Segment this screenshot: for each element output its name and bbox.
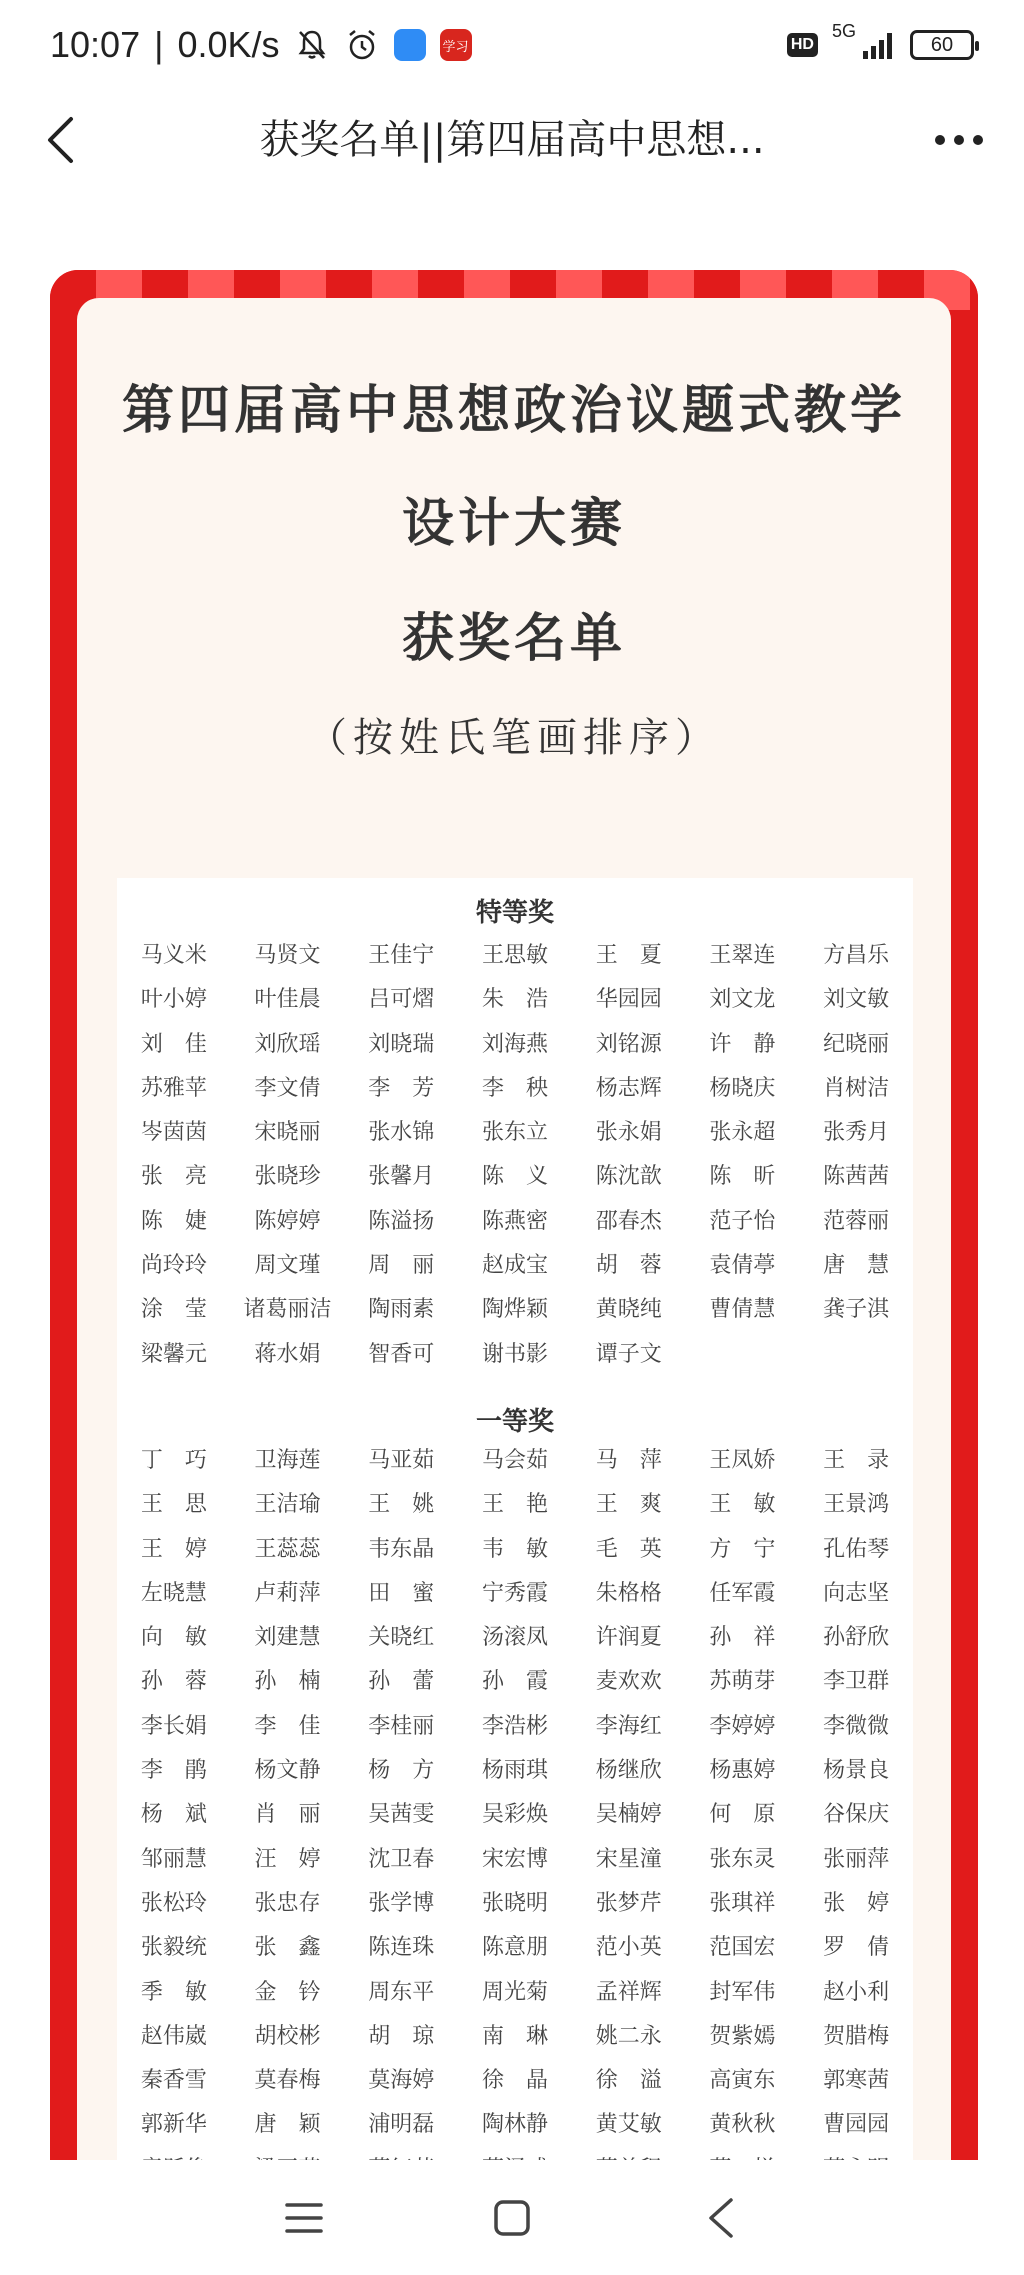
winner-name: 向 敏 — [140, 1625, 207, 1651]
alarm-clock-icon — [344, 27, 380, 63]
winner-name: 封军伟 — [709, 1979, 776, 2005]
winner-name: 吕可熠 — [368, 987, 435, 1013]
winner-name: 曹园园 — [823, 2112, 890, 2138]
winner-name: 孙 祥 — [709, 1625, 776, 1651]
winner-name: 田 蜜 — [368, 1580, 435, 1606]
winner-name: 李 秧 — [481, 1075, 548, 1101]
poster-title-line2: 设计大赛 — [401, 494, 626, 554]
winner-name: 孙 霞 — [481, 1669, 548, 1695]
winner-name: 马亚茹 — [368, 1448, 435, 1473]
first-award-names — [117, 1439, 913, 2170]
winner-name: 赵小利 — [823, 1979, 890, 2005]
winner-name: 周文瑾 — [254, 1253, 321, 1279]
winner-name: 张丽萍 — [823, 1846, 890, 1872]
first-award-heading: 一等奖 — [475, 1407, 554, 1437]
winner-name: 张永娟 — [595, 1120, 662, 1146]
winner-name: 陶雨素 — [368, 1297, 435, 1323]
winner-name: 汤滚凤 — [481, 1625, 548, 1651]
winner-name: 叶小婷 — [140, 987, 207, 1013]
winner-name: 张水锦 — [368, 1120, 435, 1146]
winner-name: 宁秀霞 — [481, 1580, 548, 1606]
network-type: 5G — [831, 21, 856, 41]
mute-bell-icon — [294, 27, 330, 63]
winner-name: 范小英 — [595, 1935, 662, 1961]
winner-name: 莫春梅 — [254, 2068, 321, 2094]
winner-name: 张永超 — [709, 1120, 776, 1146]
winner-name: 宋星潼 — [595, 1846, 662, 1872]
winner-name: 何 原 — [709, 1802, 776, 1828]
winner-name: 张秀月 — [823, 1120, 890, 1146]
winner-name: 关晓红 — [368, 1625, 435, 1651]
winner-name: 浦明磊 — [368, 2112, 435, 2138]
winner-name: 张琪祥 — [709, 1890, 776, 1916]
winner-name: 陶烨颖 — [481, 1297, 548, 1323]
winner-name: 秦香雪 — [140, 2068, 207, 2094]
winner-name: 孟祥辉 — [595, 1979, 662, 2005]
winner-name: 王蕊蕊 — [254, 1536, 321, 1562]
winner-name: 卫海莲 — [254, 1448, 321, 1473]
winner-name: 诸葛丽洁 — [243, 1297, 332, 1323]
winner-name: 孙舒欣 — [823, 1625, 890, 1651]
winner-name: 龚子淇 — [823, 1297, 890, 1323]
poster-inner — [77, 298, 951, 2170]
back-button[interactable] — [30, 110, 90, 170]
winner-name: 吴楠婷 — [595, 1802, 662, 1828]
winner-name: 张馨月 — [368, 1164, 435, 1190]
winner-name: 罗 倩 — [823, 1935, 890, 1961]
winner-name: 黄秋秋 — [709, 2112, 776, 2138]
winner-name: 陈连珠 — [368, 1935, 435, 1961]
winner-name: 金 钤 — [254, 1979, 321, 2005]
winner-name: 李桂丽 — [368, 1713, 435, 1739]
winner-name: 杨志辉 — [595, 1075, 662, 1101]
winner-name: 汪 婷 — [254, 1846, 321, 1872]
winner-name: 刘文敏 — [823, 987, 890, 1013]
winner-name: 王 敏 — [709, 1492, 776, 1518]
winner-name: 李卫群 — [823, 1669, 890, 1695]
winner-name: 马会茹 — [481, 1448, 548, 1473]
winner-name: 丁 巧 — [140, 1448, 207, 1473]
winner-name: 唐 慧 — [823, 1253, 890, 1279]
winner-name: 肖树洁 — [823, 1075, 890, 1101]
winner-name: 范蓉丽 — [823, 1208, 890, 1234]
winner-name: 宋晓丽 — [254, 1120, 321, 1146]
winner-name: 涂 莹 — [140, 1297, 207, 1323]
winner-name: 李文倩 — [254, 1075, 321, 1101]
winner-name: 高寅东 — [709, 2068, 776, 2094]
more-dots-icon — [934, 134, 984, 146]
winner-name: 刘晓瑞 — [368, 1031, 435, 1057]
winner-name: 周 丽 — [368, 1253, 435, 1279]
winner-name: 毛 英 — [595, 1536, 662, 1562]
winner-name: 杨文静 — [254, 1758, 321, 1784]
winner-name: 季 敏 — [140, 1979, 207, 2005]
winner-name: 黄艾敏 — [595, 2112, 662, 2138]
winner-name: 肖 丽 — [254, 1802, 321, 1828]
battery-icon: 60 — [910, 30, 974, 60]
winner-name: 许润夏 — [595, 1625, 662, 1651]
status-bar — [0, 0, 1024, 90]
winner-name: 朱 浩 — [481, 987, 548, 1013]
award-poster — [50, 270, 978, 2170]
winner-name: 杨景良 — [823, 1758, 890, 1784]
winner-name: 孙 蕾 — [368, 1669, 435, 1695]
winner-name: 马贤文 — [254, 943, 321, 968]
winner-name: 郭新华 — [140, 2112, 207, 2138]
winner-name: 智香可 — [368, 1341, 435, 1367]
page-title: 获奖名单||第四届高中思想... — [259, 117, 765, 163]
winner-name: 任军霞 — [709, 1580, 776, 1606]
winner-name: 谷保庆 — [823, 1802, 890, 1828]
winner-name: 谢书影 — [481, 1341, 548, 1367]
winner-name: 陈 义 — [481, 1164, 548, 1190]
winner-name: 胡 琼 — [368, 2023, 435, 2049]
winner-name: 南 琳 — [481, 2023, 548, 2049]
menu-lines-icon — [284, 2201, 324, 2235]
winner-name: 许 静 — [709, 1031, 776, 1057]
winner-name: 张学博 — [368, 1890, 435, 1916]
winner-name: 陈茜茜 — [823, 1164, 890, 1190]
winner-name: 李微微 — [823, 1713, 890, 1739]
home-button[interactable] — [472, 2178, 552, 2258]
winner-name: 韦 敏 — [481, 1536, 548, 1562]
back-triangle-icon — [705, 2197, 735, 2239]
winner-name: 张 鑫 — [254, 1935, 321, 1961]
winner-name: 周东平 — [368, 1979, 435, 2005]
menu-button[interactable] — [264, 2178, 344, 2258]
winner-name: 张东灵 — [709, 1846, 776, 1872]
winner-name: 杨继欣 — [595, 1758, 662, 1784]
winner-name: 李 芳 — [368, 1075, 435, 1101]
poster-title-line3: 获奖名单 — [401, 609, 626, 669]
winner-name: 王 艳 — [481, 1492, 548, 1518]
system-back-button[interactable] — [680, 2178, 760, 2258]
winner-name: 王洁瑜 — [254, 1492, 321, 1518]
winner-name: 黄晓纯 — [595, 1297, 662, 1323]
winner-name: 莫海婷 — [368, 2068, 435, 2094]
chevron-left-icon — [45, 116, 75, 164]
winner-name: 杨 方 — [368, 1758, 435, 1784]
winner-name: 张晓珍 — [254, 1164, 321, 1190]
winner-name: 张 亮 — [140, 1164, 207, 1190]
winner-name: 刘 佳 — [140, 1031, 207, 1057]
winner-name: 刘文龙 — [709, 987, 776, 1013]
winner-name: 曹倩慧 — [709, 1297, 776, 1323]
winner-name: 王 婷 — [140, 1536, 207, 1562]
winner-name: 贺紫嫣 — [709, 2023, 776, 2049]
hd-badge: HD — [787, 33, 818, 57]
home-square-icon — [493, 2199, 531, 2237]
status-left — [50, 24, 472, 66]
winner-name: 杨 斌 — [140, 1802, 207, 1828]
winner-name: 韦东晶 — [368, 1536, 435, 1562]
winner-name: 陈燕密 — [481, 1208, 548, 1234]
winner-name: 苏萌芽 — [709, 1669, 776, 1695]
winner-name: 马 萍 — [595, 1448, 662, 1473]
winner-name: 华园园 — [595, 987, 662, 1013]
winner-name: 王 夏 — [595, 943, 662, 968]
winner-name: 李长娟 — [140, 1713, 207, 1739]
winner-name: 陈溢扬 — [368, 1208, 435, 1234]
winner-name: 赵伟崴 — [140, 2023, 207, 2049]
winner-name: 王景鸿 — [823, 1492, 890, 1518]
winner-name: 姚二永 — [595, 2023, 662, 2049]
winner-name: 吴茜雯 — [368, 1802, 435, 1828]
winner-name: 李 鹃 — [140, 1758, 207, 1784]
winner-name: 胡 蓉 — [595, 1253, 662, 1279]
winner-name: 陈 婕 — [140, 1208, 207, 1234]
messaging-app-icon — [394, 29, 426, 61]
winner-name: 周光菊 — [481, 1979, 548, 2005]
winner-name: 杨雨琪 — [481, 1758, 548, 1784]
winner-name: 左晓慧 — [140, 1580, 207, 1606]
winner-name: 陈意朋 — [481, 1935, 548, 1961]
winner-name: 杨惠婷 — [709, 1758, 776, 1784]
winner-name: 陈沈歆 — [595, 1164, 662, 1190]
winner-name: 卢莉萍 — [254, 1580, 321, 1606]
winner-name: 陶林静 — [481, 2112, 548, 2138]
winner-name: 张毅统 — [140, 1935, 207, 1961]
winner-name: 王 思 — [140, 1492, 207, 1518]
winner-name: 马义米 — [140, 943, 207, 968]
winner-name: 叶佳晨 — [254, 987, 321, 1013]
winner-name: 蒋水娟 — [254, 1341, 321, 1367]
poster-title-line1: 第四届高中思想政治议题式教学 — [121, 381, 906, 441]
status-divider: | — [154, 24, 164, 65]
special-award-names — [117, 934, 913, 1377]
study-app-icon: 学习 — [440, 29, 472, 61]
status-time: 10:07 — [50, 24, 141, 65]
winner-name: 王凤娇 — [709, 1448, 776, 1473]
winner-name: 李婷婷 — [709, 1713, 776, 1739]
winner-name: 王思敏 — [481, 943, 548, 968]
winner-name: 邵春杰 — [595, 1208, 662, 1234]
winner-name: 刘欣瑶 — [254, 1031, 321, 1057]
winner-name: 王 姚 — [368, 1492, 435, 1518]
winner-name: 孙 楠 — [254, 1669, 321, 1695]
winner-name: 李 佳 — [254, 1713, 321, 1739]
winner-name: 范子怡 — [709, 1208, 776, 1234]
winner-name: 梁馨元 — [140, 1341, 207, 1367]
winner-name: 杨晓庆 — [709, 1075, 776, 1101]
poster-subtitle: （按姓氏笔画排序） — [307, 715, 721, 761]
winner-name: 唐 颖 — [254, 2112, 321, 2138]
winner-name: 刘铭源 — [595, 1031, 662, 1057]
winner-name: 袁倩葶 — [709, 1253, 776, 1279]
winner-name: 纪晓丽 — [823, 1031, 890, 1057]
award-list-card — [117, 878, 913, 2170]
winner-name: 李海红 — [595, 1713, 662, 1739]
winner-name: 范国宏 — [709, 1935, 776, 1961]
system-nav-bar — [0, 2160, 1024, 2275]
winner-name: 邹丽慧 — [140, 1846, 207, 1872]
winner-name: 王佳宁 — [368, 943, 435, 968]
winner-name: 徐 溢 — [595, 2068, 662, 2094]
winner-name: 方昌乐 — [823, 943, 890, 968]
winner-name: 陈婷婷 — [254, 1208, 321, 1234]
winner-name: 徐 晶 — [481, 2068, 548, 2094]
winner-name: 王 录 — [823, 1448, 890, 1473]
winner-name: 张松玲 — [140, 1890, 207, 1916]
winner-name: 麦欢欢 — [595, 1669, 662, 1695]
more-options-button[interactable] — [924, 110, 994, 170]
winner-name: 苏雅苹 — [140, 1075, 207, 1101]
winner-name: 张晓明 — [481, 1890, 548, 1916]
winner-name: 宋宏博 — [481, 1846, 548, 1872]
winner-name: 贺腊梅 — [823, 2023, 890, 2049]
winner-name: 向志坚 — [823, 1580, 890, 1606]
status-net-speed: 0.0K/s — [177, 24, 280, 65]
winner-name: 尚玲玲 — [140, 1253, 207, 1279]
winner-name: 孔佑琴 — [823, 1536, 890, 1562]
winner-name: 朱格格 — [595, 1580, 662, 1606]
winner-name: 孙 蓉 — [140, 1669, 207, 1695]
winner-name: 张梦芹 — [595, 1890, 662, 1916]
status-right — [787, 21, 974, 63]
winner-name: 王翠连 — [709, 943, 776, 968]
winner-name: 张忠存 — [254, 1890, 321, 1916]
winner-name: 岑茵茵 — [140, 1120, 207, 1146]
winner-name: 沈卫春 — [368, 1846, 435, 1872]
winner-name: 吴彩焕 — [481, 1802, 548, 1828]
winner-name: 胡校彬 — [254, 2023, 321, 2049]
winner-name: 李浩彬 — [481, 1713, 548, 1739]
signal-icon — [860, 27, 896, 63]
winner-name: 谭子文 — [595, 1341, 662, 1367]
winner-name: 刘建慧 — [254, 1625, 321, 1651]
winner-name: 刘海燕 — [481, 1031, 548, 1057]
winner-name: 郭寒茜 — [823, 2068, 890, 2094]
nav-bar — [0, 90, 1024, 190]
winner-name: 张 婷 — [823, 1890, 890, 1916]
winner-name: 王 爽 — [595, 1492, 662, 1518]
winner-name: 张东立 — [481, 1120, 548, 1146]
winner-name: 陈 昕 — [709, 1164, 776, 1190]
winner-name: 赵成宝 — [481, 1253, 548, 1279]
winner-name: 方 宁 — [709, 1536, 776, 1562]
special-award-heading: 特等奖 — [475, 898, 554, 928]
